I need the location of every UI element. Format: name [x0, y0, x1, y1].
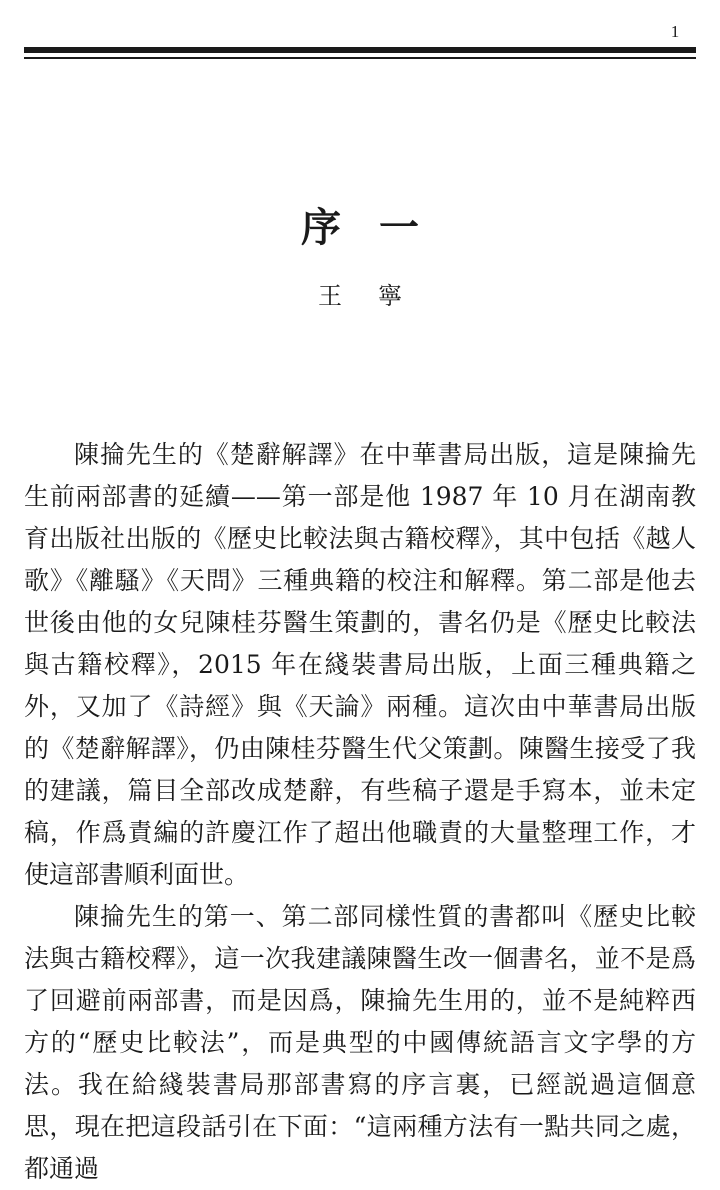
header-rule-thin — [24, 57, 696, 59]
author-name: 王寧 — [318, 282, 438, 310]
paragraph-1: 陳掄先生的《楚辭解譯》在中華書局出版，這是陳掄先生前兩部書的延續——第一部是他 1987 年 10 月在湖南教育出版社出版的《歷史比較法與古籍校釋》，其中包括《越人歌》《離騷》《天問》三種典籍的校注和解釋。第二部是他去世後由他的女兒陳桂芬醫生策劃的，書名仍是《歷史比較法與古籍校釋》，2015 年在綫裝書局出版，上面三種典籍之外，又加了《詩經》與《天論》兩種。這次由中華書局出版的《楚辭解譯》，仍由陳桂芬醫生代父策劃。陳醫生接受了我的建議，篇目全部改成楚辭，有些稿子還是手寫本，並未定稿，作爲責編的許慶江作了超出他職責的大量整理工作，才使這部書順利面世。 — [24, 440, 696, 889]
header-rule-thick — [24, 47, 696, 53]
paragraph-2: 陳掄先生的第一、第二部同樣性質的書都叫《歷史比較法與古籍校釋》，這一次我建議陳醫生改一個書名，並不是爲了回避前兩部書，而是因爲，陳掄先生用的，並不是純粹西方的“歷史比較法”，而是典型的中國傳統語言文字學的方法。我在給綫裝書局那部書寫的序言裏，已經説過這個意思，現在把這段話引在下面：“這兩種方法有一點共同之處，都通過 — [24, 902, 696, 1183]
chapter-title: 序一 — [301, 204, 457, 251]
page-number: 1 — [670, 22, 680, 41]
body-text — [24, 434, 696, 1190]
